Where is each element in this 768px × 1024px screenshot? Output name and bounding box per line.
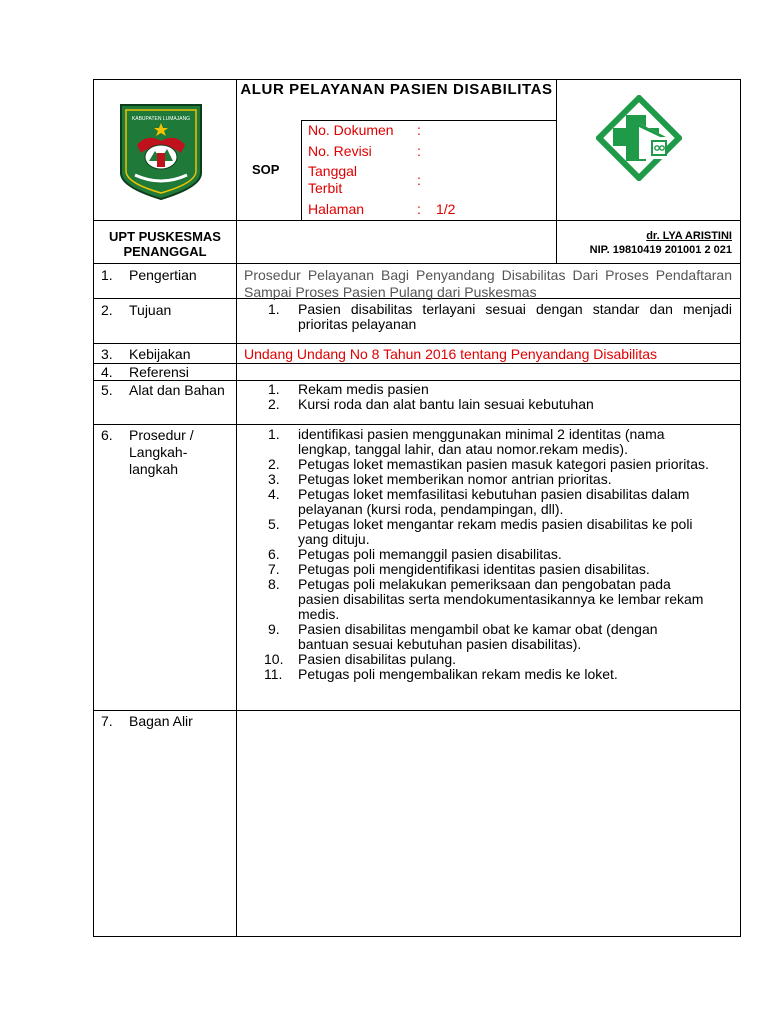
prosedur-list xyxy=(244,427,712,682)
list-item: 11. Petugas poli mengembalikan rekam medis ke loket. xyxy=(264,666,618,682)
list-item: 1. Pasien disabilitas terlayani sesuai dengan standar dan menjadi prioritas pelayanan xyxy=(268,301,732,332)
list-item: 3. Petugas loket memberikan nomor antrian prioritas. xyxy=(268,471,612,487)
puskesmas-logo-icon xyxy=(596,95,682,181)
document-title: ALUR PELAYANAN PASIEN DISABILITAS xyxy=(240,81,553,98)
section-number-4: 4. xyxy=(101,364,113,380)
header-divider-sop xyxy=(301,120,302,220)
row-line-3 xyxy=(93,343,741,344)
row-line-1 xyxy=(93,263,741,264)
alat-bahan-list xyxy=(244,382,732,412)
meta-value-halaman: 1/2 xyxy=(436,201,456,217)
header-divider-right xyxy=(556,79,557,220)
list-item: 2. Petugas loket memastikan pasien masuk kategori pasien prioritas. xyxy=(268,456,709,472)
unit-name: UPT PUSKESMAS PENANGGAL xyxy=(109,229,221,259)
list-item: 10. Pasien disabilitas pulang. xyxy=(264,651,456,667)
meta-label-revisi: No. Revisi xyxy=(308,143,372,159)
section-label-4: Referensi xyxy=(129,364,189,380)
tujuan-list xyxy=(244,302,732,332)
row-line-6 xyxy=(93,424,741,425)
section-text-kebijakan: Undang Undang No 8 Tahun 2016 tentang Penyandang Disabilitas xyxy=(244,346,658,362)
section-label-1: Pengertian xyxy=(129,267,197,283)
list-item: 4. Petugas loket memfasilitasi kebutuhan pasien disabilitas dalam pelayanan (kursi roda, pendampingan, dll). xyxy=(268,486,690,517)
list-item: 1. identifikasi pasien menggunakan minimal 2 identitas (nama lengkap, tanggal lahir, dan atau nomor.rekam medis). xyxy=(268,426,665,457)
list-item: 8. Petugas poli melakukan pemeriksaan dan pengobatan pada pasien disabilitas serta mendokumentasikannya ke lembar rekam medis. xyxy=(268,576,704,622)
section-number-5: 5. xyxy=(101,382,113,398)
meta-label-tanggal: Tanggal Terbit xyxy=(308,163,358,196)
section-label-7: Bagan Alir xyxy=(129,713,193,729)
section-label-6: Prosedur / Langkah-langkah xyxy=(129,427,194,477)
section-label-5: Alat dan Bahan xyxy=(129,382,225,398)
row-line-7 xyxy=(93,710,741,711)
sop-label: SOP xyxy=(252,162,280,177)
kabupaten-lumajang-emblem-icon xyxy=(117,101,205,201)
list-item: 7. Petugas poli mengidentifikasi identitas pasien disabilitas. xyxy=(268,561,650,577)
section-label-3: Kebijakan xyxy=(129,346,191,362)
signatory-block xyxy=(557,229,732,257)
section-number-6: 6. xyxy=(101,427,113,443)
section-number-7: 7. xyxy=(101,713,113,729)
signatory-nip: NIP. 19810419 201001 2 021 xyxy=(589,244,732,256)
list-item: 5. Petugas loket mengantar rekam medis pasien disabilitas ke poli yang dituju. xyxy=(268,516,693,547)
list-item: 1. Rekam medis pasien xyxy=(268,381,429,397)
section-number-2: 2. xyxy=(101,302,113,318)
list-item: 6. Petugas poli memanggil pasien disabilitas. xyxy=(268,546,562,562)
section-label-2: Tujuan xyxy=(129,302,172,318)
meta-colon-dokumen: : xyxy=(417,122,421,138)
section-text-pengertian: Prosedur Pelayanan Bagi Penyandang Disabilitas Dari Proses Pendaftaran Sampai Proses Pasien Pulang dari Puskesmas xyxy=(244,267,732,300)
svg-text:· · · · ·: · · · · · xyxy=(155,181,167,186)
list-item: 2. Kursi roda dan alat bantu lain sesuai kebutuhan xyxy=(268,396,594,412)
title-bottom-line xyxy=(301,120,556,121)
meta-colon-revisi: : xyxy=(417,143,421,159)
section-number-1: 1. xyxy=(101,267,113,283)
meta-colon-halaman: : xyxy=(417,201,421,217)
section-number-3: 3. xyxy=(101,346,113,362)
list-item: 9. Pasien disabilitas mengambil obat ke kamar obat (dengan bantuan sesuai kebutuhan pasien disabilitas). xyxy=(268,621,658,652)
meta-label-halaman: Halaman xyxy=(308,201,365,217)
meta-colon-tanggal: : xyxy=(417,172,421,188)
signatory-name: dr. LYA ARISTINI xyxy=(646,230,732,242)
svg-text:KABUPATEN LUMAJANG: KABUPATEN LUMAJANG xyxy=(131,116,191,122)
meta-label-dokumen: No. Dokumen xyxy=(308,122,394,138)
header-bottom-line xyxy=(93,220,741,221)
row-line-4 xyxy=(93,363,741,364)
column-divider xyxy=(236,79,237,937)
